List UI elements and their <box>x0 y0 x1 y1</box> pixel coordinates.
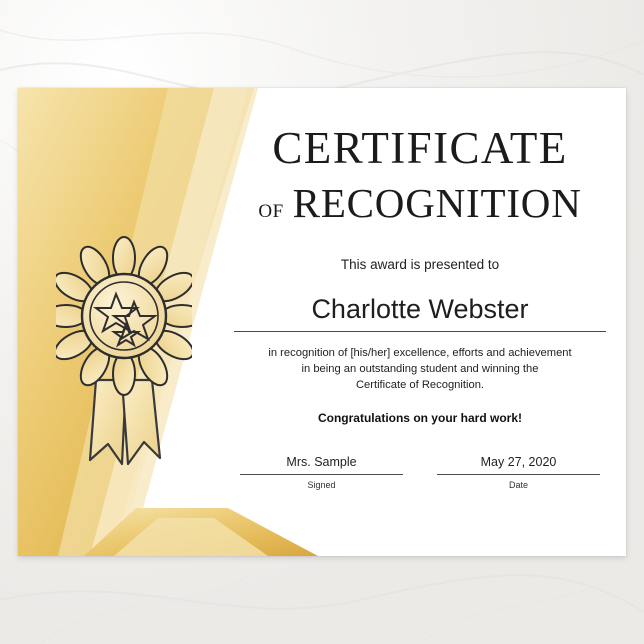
date-value: May 27, 2020 <box>480 454 557 469</box>
title-connector: OF <box>258 201 284 222</box>
signature-rule <box>240 474 403 475</box>
recipient-rule <box>234 331 606 332</box>
signature-label: Signed <box>307 479 336 490</box>
date-block <box>437 455 600 490</box>
certificate-page <box>18 88 626 556</box>
signature-block <box>240 455 403 490</box>
congratulations-line: Congratulations on your hard work! <box>317 410 522 425</box>
presented-line: This award is presented to <box>340 257 500 272</box>
date-rule <box>437 474 600 475</box>
title-subtitle: RECOGNITION <box>292 180 582 226</box>
signature-row <box>214 455 626 490</box>
award-rosette-icon <box>56 228 192 478</box>
title-second-row <box>214 179 626 227</box>
title-block <box>214 88 626 227</box>
page-title: CERTIFICATE <box>272 123 568 173</box>
recipient-name: Charlotte Webster <box>311 294 529 324</box>
body-line-1: in recognition of [his/her] excellence, efforts and achievement <box>268 347 572 359</box>
certificate-content <box>214 88 626 556</box>
body-line-3: Certificate of Recognition. <box>355 379 485 392</box>
body-text <box>214 345 626 394</box>
signature-value: Mrs. Sample <box>286 454 357 469</box>
date-label: Date <box>508 479 528 490</box>
body-line-2: in being an outstanding student and winning the <box>301 363 539 376</box>
